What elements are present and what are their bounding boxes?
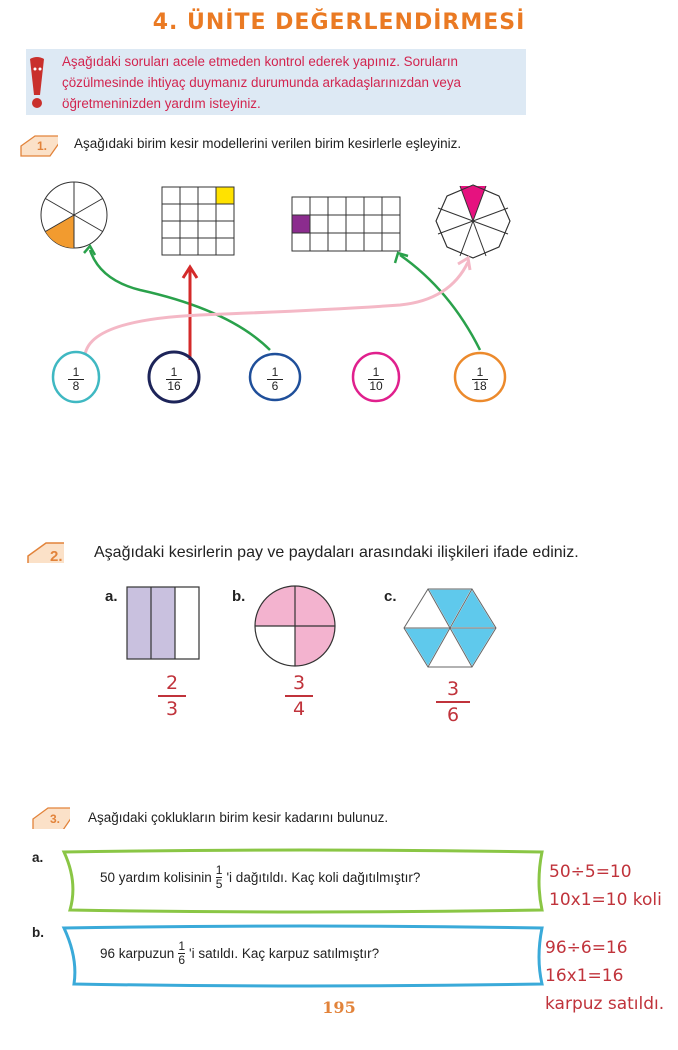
- fraction-one-sixteenth: 1 16: [167, 365, 181, 393]
- octagon-eighths-model: [436, 185, 510, 258]
- q1-number: 1.: [37, 139, 48, 153]
- match-line-eighth: [85, 262, 468, 355]
- page-title: 4. ÜNİTE DEĞERLENDİRMESİ: [152, 10, 526, 35]
- grid-eighteenths-model: [292, 197, 400, 251]
- rectangle-thirds-model: [127, 587, 199, 659]
- notice-text: Aşağıdaki soruları acele etmeden kontrol ederek yapınız. Soruların çözülmesinde ihtiyaç duymanız durumunda arkadaşlarınızdan veya öğretmeninizden yardım isteyiniz.: [62, 54, 461, 111]
- circle-quarters-model: [255, 586, 335, 666]
- q3-a-question: 50 yardım kolisinin $\frac{1}{5}$ 'i dağıtıldı. Kaç koli dağıtılmıştır?: [100, 863, 421, 891]
- q2-label-b: b.: [232, 588, 246, 605]
- q1-models-area: [0, 170, 678, 420]
- q3-label-b: b.: [32, 925, 44, 940]
- q2-label-c: c.: [384, 588, 397, 605]
- answer-a: 2 3: [158, 672, 186, 720]
- fraction-one-eighth: 1 8: [62, 366, 90, 393]
- question-number-badge: [18, 133, 58, 157]
- answer-q3-b: 96÷6=16 16x1=16 karpuz satıldı.: [545, 938, 665, 1014]
- q3-number: 3.: [50, 812, 61, 826]
- q2-number: 2.: [50, 548, 63, 563]
- match-line-sixth: [90, 250, 270, 350]
- answer-c: 3 6: [436, 678, 470, 726]
- answer-q3-a: 50÷5=10 10x1=10 koli: [549, 862, 662, 910]
- fraction-one-tenth: 1 10: [369, 365, 383, 393]
- q2-label-a: a.: [105, 588, 118, 605]
- question-number-badge: [30, 805, 70, 829]
- hexagon-sixths-model: [404, 589, 496, 667]
- exclamation-icon: [26, 55, 48, 111]
- fraction-one-eighteenth: 1 18: [473, 365, 487, 393]
- circle-sixths-model: [41, 182, 107, 248]
- fraction-one-sixth: 1 6: [261, 366, 289, 393]
- q3-b-question: 96 karpuzun $\frac{1}{6}$ 'i satıldı. Kaç karpuz satılmıştır?: [100, 939, 380, 967]
- q1-instruction: Aşağıdaki birim kesir modellerini verilen birim kesirlerle eşleyiniz.: [74, 136, 462, 151]
- page-number: 195: [322, 998, 356, 1017]
- q2-models-area: [0, 580, 678, 680]
- q3-instruction: Aşağıdaki çoklukların birim kesir kadarını bulunuz.: [88, 810, 389, 825]
- q3-label-a: a.: [32, 850, 44, 865]
- q2-instruction: Aşağıdaki kesirlerin pay ve paydaları arasındaki ilişkileri ifade ediniz.: [94, 544, 579, 561]
- question-number-badge: [24, 539, 64, 563]
- answer-b: 3 4: [285, 672, 313, 720]
- grid-sixteenths-model: [162, 187, 234, 255]
